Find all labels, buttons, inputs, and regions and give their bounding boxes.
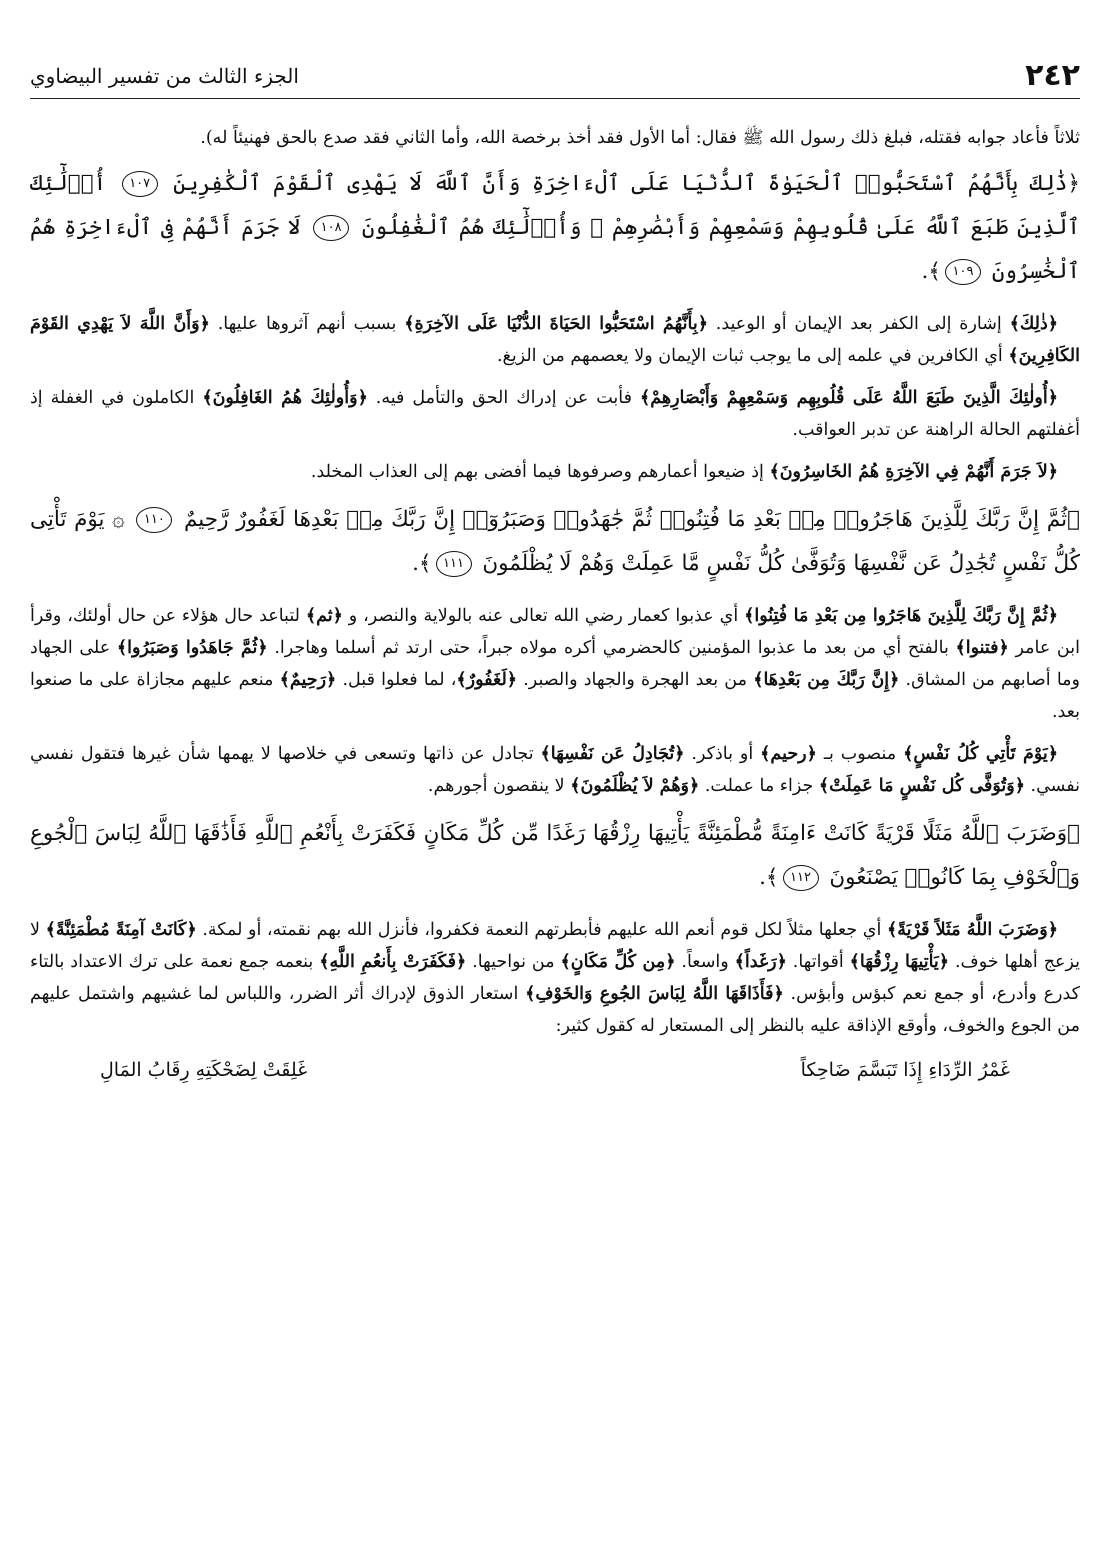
verse-number: ١٠٧	[122, 171, 158, 197]
page-body	[30, 122, 1080, 1088]
page-number: ٢٤٢	[1025, 58, 1080, 93]
poetry-first-hemistich: غَمْرُ الرِّدَاءِ إِذَا تَبَسَّمَ ضَاحِكاً	[800, 1059, 1010, 1081]
quran-verse-112: ﴿وَضَرَبَ ٱللَّهُ مَثَلًا قَرْيَةً كَانَتْ ءَامِنَةً مُّطْمَئِنَّةً يَأْتِيهَا رِزْقُهَا رَغَدًا مِّن كُلِّ مَكَانٍ فَكَفَرَتْ بِأَنْعُمِ ٱللَّهِ فَأَذَٰقَهَا ٱللَّهُ لِبَاسَ ٱلْجُوعِ وَٱلْخَوْفِ بِمَا كَانُوا۟ يَصْنَعُونَ ١١٢﴾.	[30, 821, 1080, 890]
verse-number: ١١٠	[136, 507, 172, 533]
quran-verse-107-109: ﴿ذَٰلِكَ بِأَنَّهُمُ ٱسْتَحَبُّوا۟ ٱلْحَيَوٰةَ ٱلدُّنْيَا عَلَى ٱلْءَاخِرَةِ وَأَنَّ ٱللَّهَ لَا يَهْدِى ٱلْقَوْمَ ٱلْكَٰفِرِينَ ١٠٧ أُو۟لَٰٓئِكَ ٱلَّذِينَ طَبَعَ ٱللَّهُ عَلَىٰ قُلُوبِهِمْ وَسَمْعِهِمْ وَأَبْصَٰرِهِمْ ۖ وَأُو۟لَٰٓئِكَ هُمُ ٱلْغَٰفِلُونَ ١٠٨ لَا جَرَمَ أَنَّهُمْ فِى ٱلْءَاخِرَةِ هُمُ ٱلْخَٰسِرُونَ ١٠٩﴾.	[30, 171, 1080, 284]
verse-number: ١١٢	[783, 865, 819, 891]
poetry-verse	[30, 1052, 1080, 1088]
commentary-paragraph: ﴿ذٰلِكَ﴾ إشارة إلى الكفر بعد الإيمان أو الوعيد. ﴿بِأَنَّهُمُ اسْتَحَبُّوا الحَيَاةَ الدُّنْيَا عَلَى الآخِرَةِ﴾ بسبب أنهم آثروها عليها. ﴿وَأَنَّ اللَّهَ لاَ يَهْدِي القَوْمَ الكَافِرِينَ﴾ أي الكافرين في علمه إلى ما يوجب ثبات الإيمان ولا يعصمهم من الزيغ.	[30, 314, 1080, 366]
intro-paragraph: ثلاثاً فأعاد جوابه فقتله، فبلغ ذلك رسول الله ﷺ فقال: أما الأول فقد أخذ برخصة الله، وأما الثاني فقد صدع بالحق فهنيئاً له).	[200, 128, 1080, 148]
verse-number: ١١١	[436, 551, 472, 577]
quran-verse-110-111: ﴿ثُمَّ إِنَّ رَبَّكَ لِلَّذِينَ هَاجَرُوا۟ مِنۢ بَعْدِ مَا فُتِنُوا۟ ثُمَّ جَٰهَدُوا۟ وَصَبَرُوٓا۟ إِنَّ رَبَّكَ مِنۢ بَعْدِهَا لَغَفُورٌ رَّحِيمٌ ١١٠ ۞ يَوْمَ تَأْتِى كُلُّ نَفْسٍ تُجَٰدِلُ عَن نَّفْسِهَا وَتُوَفَّىٰ كُلُّ نَفْسٍ مَّا عَمِلَتْ وَهُمْ لَا يُظْلَمُونَ ١١١﴾.	[30, 507, 1080, 576]
verse-number: ١٠٩	[945, 259, 981, 285]
verse-number: ١٠٨	[313, 215, 349, 241]
commentary-paragraph: ﴿أُولٰئِكَ الَّذِينَ طَبَعَ اللَّهُ عَلَى قُلُوبِهِم وَسَمْعِهِمْ وَأَبْصَارِهِمْ﴾ فأبت عن إدراك الحق والتأمل فيه. ﴿وَأُولٰئِكَ هُمُ الغَافِلُونَ﴾ الكاملون في الغفلة إذ أغفلتهم الحالة الراهنة عن تدبر العواقب.	[30, 388, 1080, 440]
commentary-paragraph: ﴿ثُمَّ إِنَّ رَبَّكَ لِلَّذِينَ هَاجَرُوا مِن بَعْدِ مَا فُتِنُوا﴾ أي عذبوا كعمار رضي الله تعالى عنه بالولاية والنصر، و ﴿ثم﴾ لتباعد حال هؤلاء عن حال أولئك، وقرأ ابن عامر ﴿فتنوا﴾ بالفتح أي من بعد ما عذبوا المؤمنين كالحضرمي أكره مولاه جبراً، حتى ارتد ثم أسلما وهاجرا. ﴿ثُمَّ جَاهَدُوا وَصَبَرُوا﴾ على الجهاد وما أصابهم من المشاق. ﴿إِنَّ رَبَّكَ مِن بَعْدِهَا﴾ من بعد الهجرة والجهاد والصبر. ﴿لَغَفُورٌ﴾، لما فعلوا قبل. ﴿رَحِيمٌ﴾ منعم عليهم مجازاة على ما صنعوا بعد.	[30, 606, 1080, 722]
commentary-paragraph: ﴿وَضَرَبَ اللَّهُ مَثَلاً قَرْيَةً﴾ أي جعلها مثلاً لكل قوم أنعم الله عليهم فأبطرتهم النعمة فكفروا، فأنزل الله بهم نقمته، أو لمكة. ﴿كَانَتْ آمِنَةً مُطْمَئِنَّةً﴾ لا يزعج أهلها خوف. ﴿يَأْتِيهَا رِزْقُهَا﴾ أقواتها. ﴿رَغَداً﴾ واسعاً. ﴿مِن كُلِّ مَكَانٍ﴾ من نواحيها. ﴿فَكَفَرَتْ بِأَنعُمِ اللَّهِ﴾ بنعمه جمع نعمة على ترك الاعتداد بالتاء كدرع وأدرع، أو جمع نعم كبؤس وأبؤس. ﴿فَأَذَاقَهَا اللَّهُ لِبَاسَ الجُوعِ وَالخَوْفِ﴾ استعار الذوق لإدراك أثر الضرر، واللباس لما غشيهم واشتمل عليهم من الجوع والخوف، وأوقع الإذاقة عليه بالنظر إلى المستعار له كقول كثير:	[30, 920, 1080, 1036]
page-header	[30, 60, 1080, 99]
poetry-second-hemistich: غَلِقَتْ لِضَحْكَتِهِ رِقَابُ المَالِ	[100, 1059, 308, 1081]
commentary-paragraph: ﴿لاَ جَرَمَ أَنَّهُمْ فِي الآخِرَةِ هُمُ الخَاسِرُونَ﴾ إذ ضيعوا أعمارهم وصرفوها فيما أفضى بهم إلى العذاب المخلد.	[310, 462, 1058, 482]
book-title: الجزء الثالث من تفسير البيضاوي	[30, 64, 299, 88]
commentary-paragraph: ﴿يَوْمَ تَأْتِي كُلُ نَفْسٍ﴾ منصوب بـ ﴿رحيم﴾ أو باذكر. ﴿تُجَادِلُ عَن نَفْسِهَا﴾ تجادل عن ذاتها وتسعى في خلاصها لا يهمها شأن غيرها فتقول نفسي نفسي. ﴿وَتُوَفَّى كُل نَفْسٍ مَا عَمِلَتْ﴾ جزاء ما عملت. ﴿وَهُمْ لاَ يُظْلَمُونَ﴾ لا ينقصون أجورهم.	[30, 744, 1080, 796]
